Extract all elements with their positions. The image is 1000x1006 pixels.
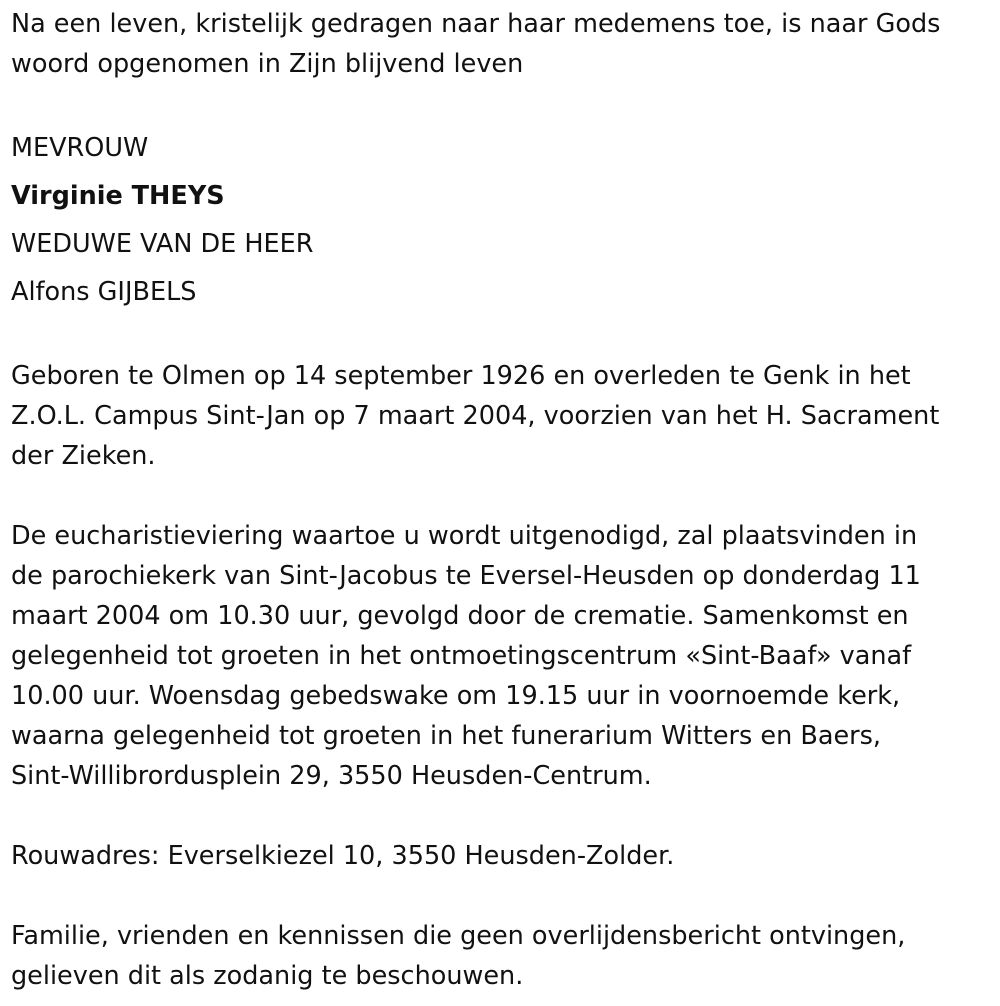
intro-line: woord opgenomen in Zijn blijvend leven (11, 49, 524, 79)
closing-line: gelieven dit als zodanig te beschouwen. (11, 961, 524, 991)
birth-death-line: der Zieken. (11, 441, 156, 471)
birth-death-line: Geboren te Olmen op 14 september 1926 en overleden te Genk in het (11, 361, 911, 391)
birth-death-line: Z.O.L. Campus Sint-Jan op 7 maart 2004, voorzien van het H. Sacrament (11, 401, 940, 431)
death-notice (11, 4, 991, 996)
intro-line: Na een leven, kristelijk gedragen naar haar medemens toe, is naar Gods (11, 9, 941, 39)
intro-paragraph (11, 4, 991, 84)
mourning-address: Rouwadres: Everselkiezel 10, 3550 Heusden-Zolder. (11, 841, 675, 871)
ceremony-line: maart 2004 om 10.30 uur, gevolgd door de crematie. Samenkomst en (11, 601, 909, 631)
ceremony-paragraph (11, 516, 991, 796)
spouse-name: Alfons GIJBELS (11, 277, 197, 307)
ceremony-line: 10.00 uur. Woensdag gebedswake om 19.15 uur in voornoemde kerk, (11, 681, 901, 711)
salutation: MEVROUW (11, 133, 149, 163)
ceremony-line: De eucharistieviering waartoe u wordt uitgenodigd, zal plaatsvinden in (11, 521, 918, 551)
ceremony-line: waarna gelegenheid tot groeten in het funerarium Witters en Baers, (11, 721, 882, 751)
ceremony-line: de parochiekerk van Sint-Jacobus te Eversel-Heusden op donderdag 11 (11, 561, 921, 591)
deceased-block (11, 124, 991, 316)
address-paragraph (11, 836, 991, 876)
relation-text: WEDUWE VAN DE HEER (11, 229, 314, 259)
closing-line: Familie, vrienden en kennissen die geen overlijdensbericht ontvingen, (11, 921, 906, 951)
birth-death-paragraph (11, 356, 991, 476)
closing-paragraph (11, 916, 991, 996)
ceremony-line: Sint-Willibrordusplein 29, 3550 Heusden-Centrum. (11, 761, 652, 791)
ceremony-line: gelegenheid tot groeten in het ontmoetingscentrum «Sint-Baaf» vanaf (11, 641, 912, 671)
deceased-name: Virginie THEYS (11, 181, 225, 211)
